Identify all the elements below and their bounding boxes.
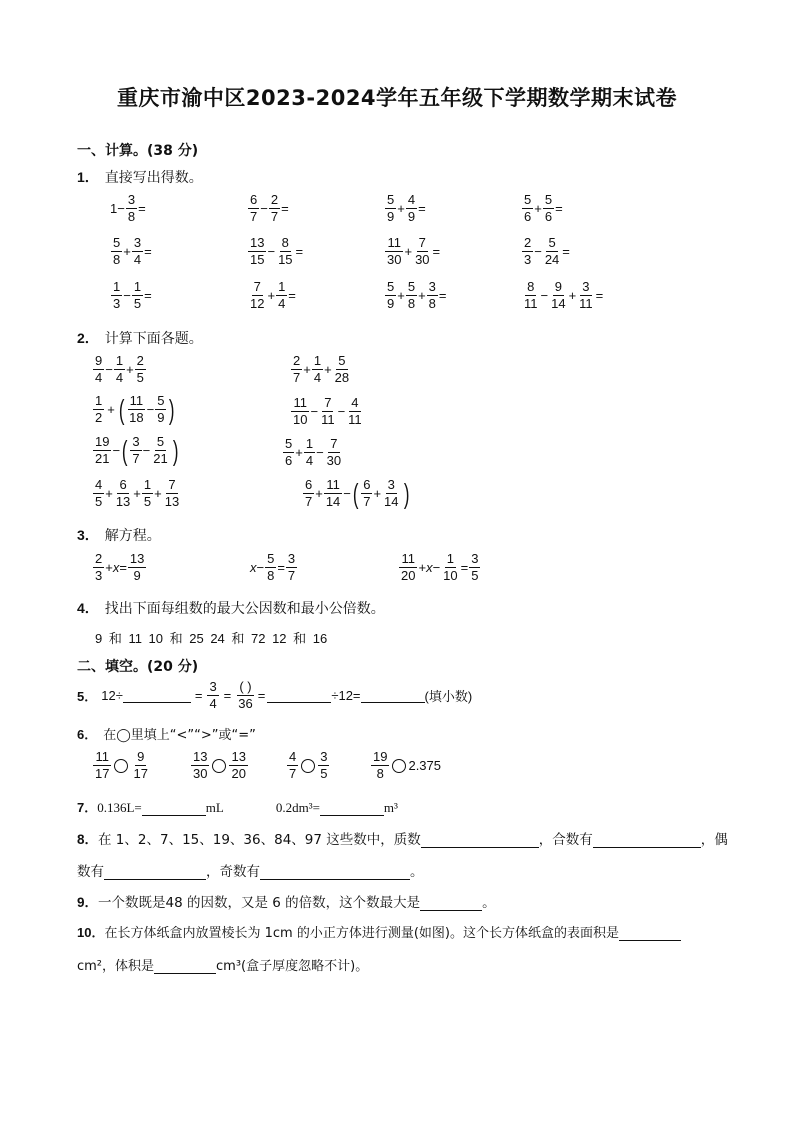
question-text: 直接写出得数。 <box>104 170 203 186</box>
q10-text: cm²，体积是 <box>77 959 155 974</box>
section-heading-2: 二、填空。(20 分) <box>77 659 199 675</box>
q5-equals: = <box>194 688 203 704</box>
q5-equals: = <box>257 688 266 704</box>
question-1 <box>77 167 203 187</box>
compare-circle[interactable] <box>301 759 315 773</box>
answer-blank[interactable] <box>267 688 331 703</box>
q5-tail: (填小数) <box>424 689 473 705</box>
q6-item: $\frac{4}{7}$ $\frac{3}{5}$ <box>289 749 328 782</box>
question-3 <box>77 525 161 545</box>
q3-item: x − $\frac{5}{8}$ = $\frac{3}{7}$ <box>250 551 296 584</box>
q1-item: $\frac{5}{9}$ + $\frac{5}{8}$ + $\frac{3}{8}$ = <box>387 279 447 312</box>
answer-blank[interactable] <box>142 801 206 816</box>
question-number: 3． <box>77 527 99 543</box>
question-4 <box>77 598 385 618</box>
q2-item: $\frac{4}{5}$ + $\frac{6}{13}$ + $\frac{1}{5}$ + $\frac{7}{13}$ <box>95 477 180 510</box>
q1-item: $\frac{2}{3}$ − $\frac{5}{24}$ = <box>524 235 570 268</box>
q9-text: 一个数既是48 的因数，又是 6 的倍数，这个数最大是 <box>98 895 421 911</box>
answer-blank[interactable] <box>154 959 216 974</box>
question-9 <box>77 891 496 911</box>
question-number: 8． <box>77 832 99 847</box>
q7-a: 0.136L= <box>97 800 142 815</box>
q6-item: $\frac{11}{17}$ $\frac{9}{17}$ <box>95 749 148 782</box>
section-heading-1: 一、计算。(38 分) <box>77 143 199 159</box>
q7-b-unit: m³ <box>383 800 398 815</box>
q5-prefix: 12÷ <box>101 688 123 704</box>
q8-text: ，偶 <box>700 832 728 848</box>
question-6 <box>77 724 256 743</box>
question-7 <box>77 797 398 816</box>
answer-blank[interactable] <box>619 926 681 941</box>
q8-text: ，奇数有 <box>206 864 260 880</box>
q5-denominator-36: 36 <box>238 696 253 712</box>
q4-groups: 9 和 11 10 和 25 24 和 72 12 和 16 <box>95 631 328 646</box>
q10-text: 在长方体纸盒内放置棱长为 1cm 的小正方体进行测量(如图)。这个长方体纸盒的表面积是 <box>104 926 619 941</box>
q5-paren-blank[interactable]: ( ) <box>237 680 253 696</box>
question-text: 计算下面各题。 <box>104 331 203 347</box>
question-2 <box>77 328 203 348</box>
q3-item: $\frac{2}{3}$ + x = $\frac{13}{9}$ <box>95 551 145 584</box>
q1-item: $\frac{8}{11}$ − $\frac{9}{14}$ + $\frac{3}{11}$ = <box>524 279 604 312</box>
question-text: 找出下面每组数的最大公因数和最小公倍数。 <box>104 601 385 617</box>
question-number: 7． <box>77 800 98 815</box>
question-number: 2． <box>77 330 99 346</box>
q1-item: $\frac{5}{9}$ + $\frac{4}{9}$ = <box>387 192 426 225</box>
answer-blank[interactable] <box>104 865 206 880</box>
question-text: 解方程。 <box>104 528 161 544</box>
question-5 <box>77 680 472 712</box>
q1-item: $\frac{13}{15}$ − $\frac{8}{15}$ = <box>250 235 304 268</box>
q2-item: $\frac{5}{6}$ + $\frac{1}{4}$ − $\frac{7}{30}$ <box>285 436 342 469</box>
page-title: 重庆市渝中区2023-2024学年五年级下学期数学期末试卷 <box>116 86 678 110</box>
question-8-line-2 <box>77 860 424 880</box>
question-text: 在◯里填上“<”“>”或“=” <box>103 728 256 743</box>
q1-item: $\frac{5}{6}$ + $\frac{5}{6}$ = <box>524 192 563 225</box>
compare-circle[interactable] <box>114 759 128 773</box>
answer-blank[interactable] <box>320 801 384 816</box>
q10-text: cm³(盒子厚度忽略不计)。 <box>216 959 369 974</box>
q2-item: $\frac{11}{10}$ − $\frac{7}{11}$ − $\frac{4}{11}$ <box>293 395 362 428</box>
q5-frac-numerator: 3 <box>207 680 218 696</box>
q1-item: $\frac{7}{12}$ + $\frac{1}{4}$ = <box>250 279 296 312</box>
q5-frac-denominator: 4 <box>209 696 217 712</box>
question-number: 9． <box>77 895 99 910</box>
question-number: 1． <box>77 169 99 185</box>
answer-blank[interactable] <box>123 688 191 703</box>
q7-a-unit: mL <box>205 800 224 815</box>
q1-item: $\frac{6}{7}$ − $\frac{2}{7}$ = <box>250 192 289 225</box>
q6-item: $\frac{13}{30}$ $\frac{13}{20}$ <box>193 749 246 782</box>
q2-item: $\frac{1}{2}$ + ( $\frac{11}{18}$ − $\frac{5}{9}$ ) <box>95 393 175 426</box>
q2-item: $\frac{19}{21}$ − ( $\frac{3}{7}$ − $\frac{5}{21}$ ) <box>95 434 179 467</box>
question-number: 6． <box>77 727 98 742</box>
q6-value: 2.375 <box>408 758 442 774</box>
question-10-line-2 <box>77 955 368 974</box>
question-10-line-1 <box>77 922 681 941</box>
answer-blank[interactable] <box>361 688 425 703</box>
q8-text: 数有 <box>77 864 104 880</box>
question-8-line-1 <box>77 828 728 848</box>
answer-blank[interactable] <box>421 833 539 848</box>
q3-item: $\frac{11}{20}$ + x − $\frac{1}{10}$ = $\frac{3}{5}$ <box>401 551 479 584</box>
q8-text: 。 <box>410 864 424 880</box>
q2-item: $\frac{6}{7}$ + $\frac{11}{14}$ − ( $\frac{6}{7}$ + $\frac{3}{14}$ ) <box>305 477 409 510</box>
answer-blank[interactable] <box>260 865 410 880</box>
q1-item: $\frac{11}{30}$ + $\frac{7}{30}$ = <box>387 235 441 268</box>
q2-item: $\frac{2}{7}$ + $\frac{1}{4}$ + $\frac{5}{28}$ <box>293 353 350 386</box>
q1-item: $\frac{5}{8}$ + $\frac{3}{4}$ = <box>113 235 152 268</box>
question-number: 4． <box>77 600 99 616</box>
answer-blank[interactable] <box>420 896 482 911</box>
q7-b: 0.2dm³= <box>275 800 320 815</box>
compare-circle[interactable] <box>212 759 226 773</box>
q6-item: $\frac{19}{8}$ 2.375 <box>373 749 442 782</box>
q5-div12: ÷12= <box>331 688 361 704</box>
q1-item: 1− $\frac{3}{8}$ = <box>110 192 146 225</box>
q8-text: ，合数有 <box>538 832 593 848</box>
question-number: 5． <box>77 689 98 705</box>
q8-text: 在 1、2、7、15、19、36、84、97 这些数中，质数 <box>98 832 421 848</box>
q5-equals: = <box>223 688 232 704</box>
q2-item: $\frac{9}{4}$ − $\frac{1}{4}$ + $\frac{2}{5}$ <box>95 353 144 386</box>
answer-blank[interactable] <box>593 833 701 848</box>
q9-end: 。 <box>482 895 496 911</box>
q1-item: $\frac{1}{3}$ − $\frac{1}{5}$ = <box>113 279 152 312</box>
compare-circle[interactable] <box>392 759 406 773</box>
question-number: 10． <box>77 925 105 940</box>
